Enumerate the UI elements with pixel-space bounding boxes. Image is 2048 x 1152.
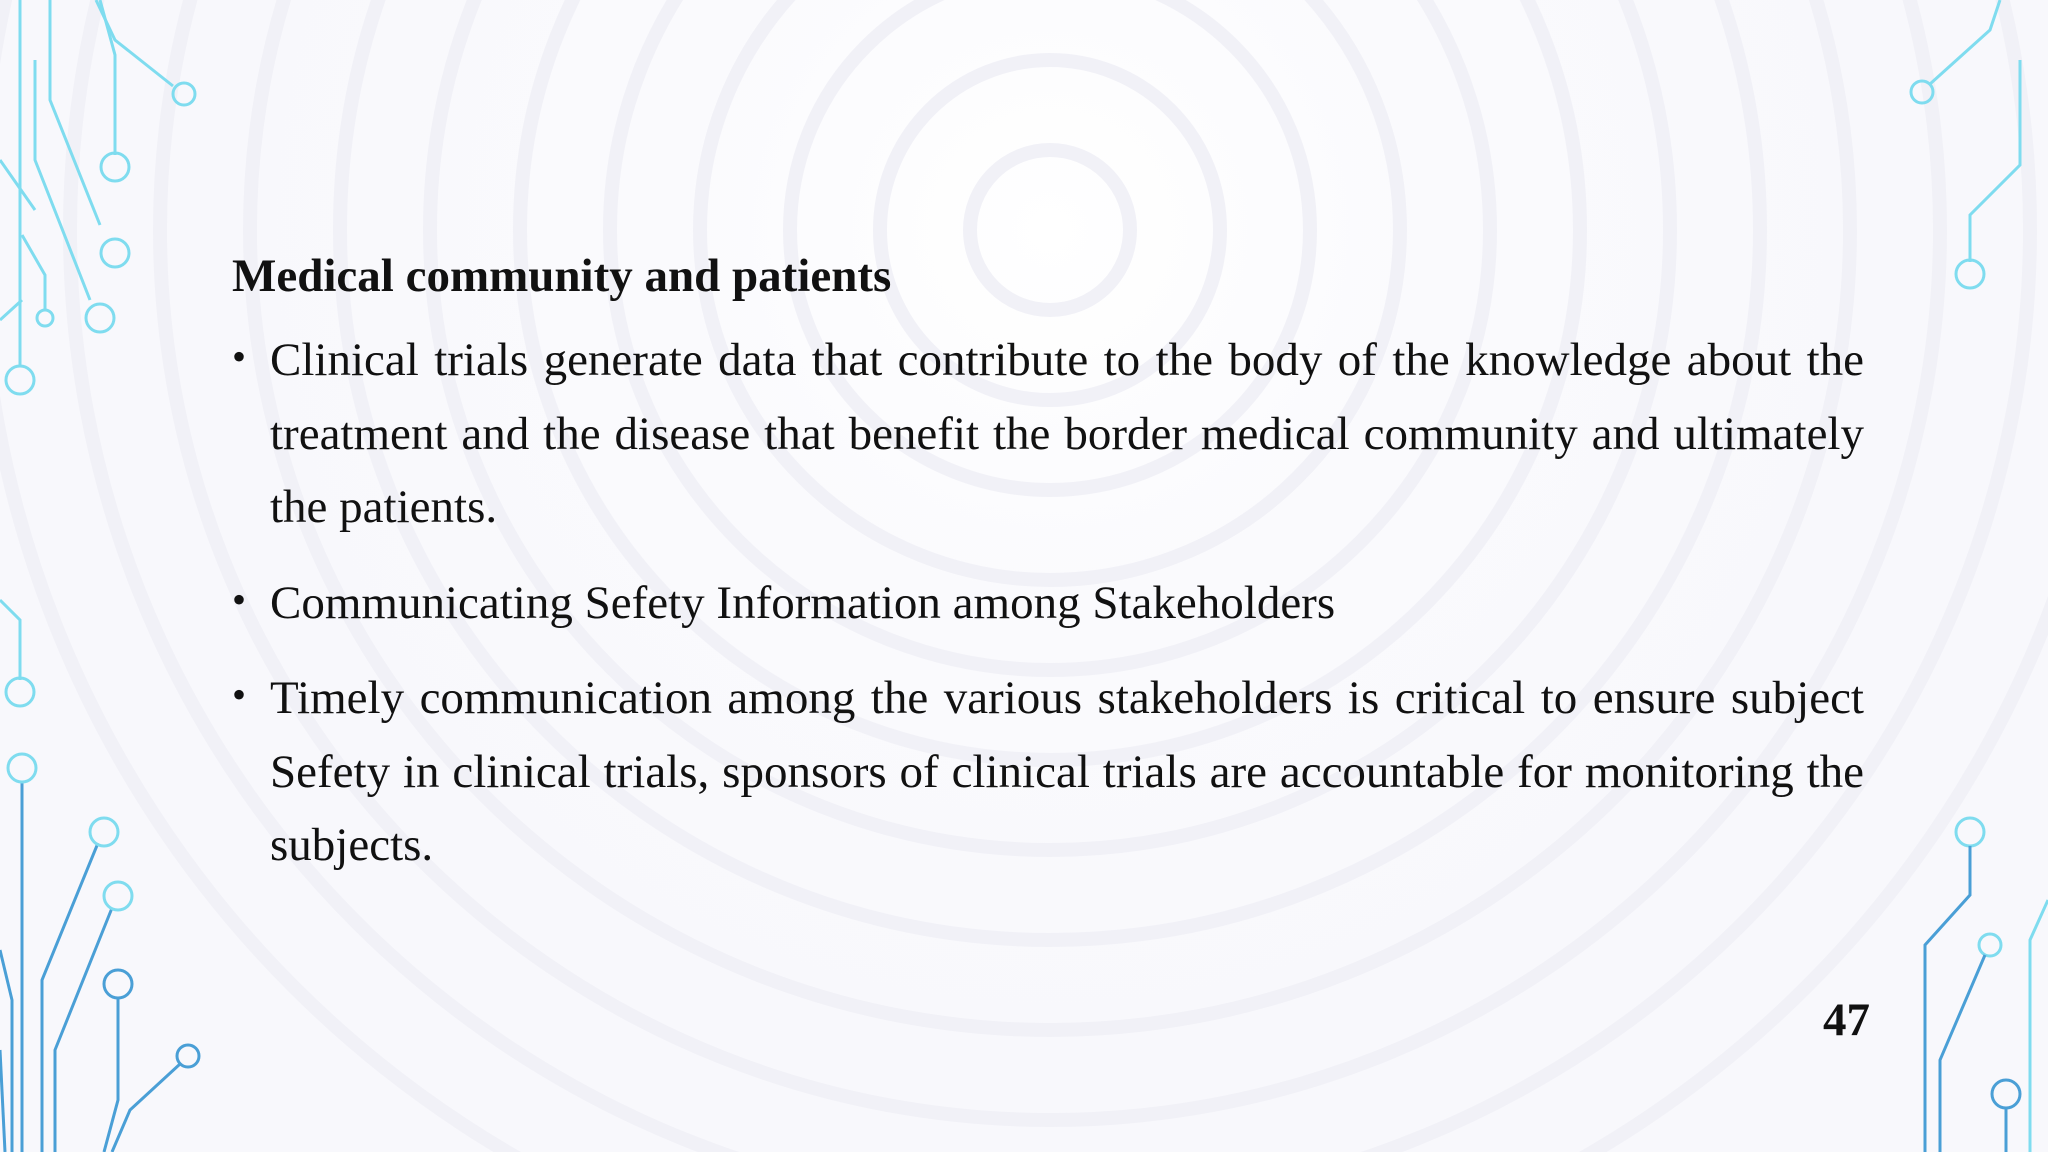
bullet-marker: • [232,672,247,717]
bullet-marker: • [232,576,247,622]
slide-content [232,240,1864,905]
circuit-top-left [0,0,195,394]
bullet-item [232,662,1864,883]
bullet-marker: • [232,334,247,379]
bullet-text: Clinical trials generate data that contribute to the body of the knowledge about the treatment and the disease that benefit the border medical community and ultimately the patients. [270,334,1864,533]
bullet-item [232,567,1864,641]
circuit-bottom-right [1925,818,2048,1152]
bullet-item [232,324,1864,545]
page-number: 47 [1823,994,1870,1046]
circuit-top-right [1911,0,2020,288]
bullet-text: Timely communication among the various stakeholders is critical to ensure subject Sefety in clinical trials, sponsors of clinical trials are accountable for monitoring the subjects. [270,672,1864,871]
circuit-bottom-left [0,600,199,1152]
section-heading: Medical community and patients [232,250,892,302]
bullet-text: Communicating Sefety Information among Stakeholders [270,576,1336,629]
